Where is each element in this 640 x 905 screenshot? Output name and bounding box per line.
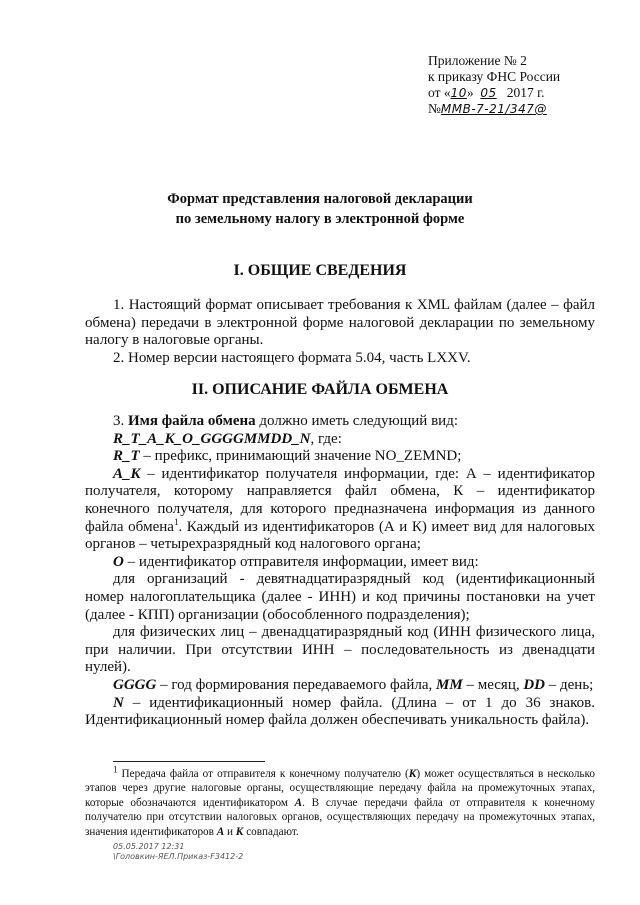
rt-definition: R_T – префикс, принимающий значение NO_ZEMND; xyxy=(113,448,462,465)
date-definition: GGGG – год формирования передаваемого файла, MM – месяц, DD – день; xyxy=(113,676,594,693)
handwritten-month: 05 xyxy=(480,86,497,100)
appendix-number: №ММВ-7-21/347@ xyxy=(428,101,547,116)
paragraph-1: 1. Настоящий формат описывает требования к XML файлам (далее – файл обмена) передачи в электронной форме налоговой декларации по земельному налогу в налоговые органы. xyxy=(85,297,595,349)
handwritten-order-number: ММВ-7-21/347@ xyxy=(440,102,547,116)
footnote: $^1$ Передача файла от отправителя к конечному получателю (К) может осуществляться в несколько этапов через другие налоговые органы, осуществляющие передачу файла на промежуточных этапах, которые обозначаются идентификатором А. В случае передачи файла от отправителя к конечному получателю при отсутствии налоговых органов, осуществляющих передачу на промежуточных этапах, значения идентификаторов А и К совпадают. xyxy=(85,764,596,838)
stamp-path: \Головкин-ЯЕЛ.Приказ-F3412-2 xyxy=(113,852,244,861)
ak-definition: A_K – идентификатор получателя информации, где: А – идентификатор получателя, которому направляется файл обмена, К – идентификатор конечного получателя, для которого предназначена информация из данного файла обмена$^1$. Каждый из идентификаторов (А и К) имеет вид для налоговых органов – четырехразрядный код налогового органа; xyxy=(85,465,595,553)
section-2-body xyxy=(85,413,595,730)
o-definition: O – идентификатор отправителя информации, имеет вид: xyxy=(113,553,479,570)
stamp-timestamp: 05.05.2017 12:31 xyxy=(113,842,185,851)
appendix-line-1: Приложение № 2 xyxy=(428,53,527,68)
section-2-heading: II. ОПИСАНИЕ ФАЙЛА ОБМЕНА xyxy=(191,381,449,398)
filename-pattern: R_T_A_K_O_GGGGMMDD_N, где: xyxy=(113,430,342,447)
print-stamp xyxy=(113,842,243,862)
footnote-marker: 1 xyxy=(113,764,118,775)
footnote-ref: 1 xyxy=(173,516,179,527)
appendix-line-2: к приказу ФНС России xyxy=(428,69,561,84)
phys-code-description: для физических лиц – двенадцатиразрядный код (ИНН физического лица, при наличии. При отсутствии ИНН – последовательность из двенадцати нулей). xyxy=(85,624,595,676)
appendix-date: от «10» 05 2017 г. xyxy=(428,85,545,100)
title-line-2: по земельному налогу в электронной форме xyxy=(175,211,465,227)
document-title xyxy=(0,189,640,229)
title-line-1: Формат представления налоговой декларации xyxy=(167,191,473,207)
n-definition: N – идентификационный номер файла. (Длина – от 1 до 36 знаков. Идентификационный номер файла должен обеспечивать уникальность файла). xyxy=(85,694,595,729)
handwritten-day: 10 xyxy=(450,86,467,100)
org-code-description: для организаций - девятнадцатиразрядный код (идентификационный номер налогоплательщика (далее - ИНН) и код причины постановки на учет (далее - КПП) организации (обособленного подразделения); xyxy=(85,571,595,623)
section-1-body xyxy=(85,297,595,367)
appendix-block xyxy=(428,53,560,117)
paragraph-3: 3. Имя файла обмена должно иметь следующий вид: xyxy=(113,413,458,429)
section-1-heading: I. ОБЩИЕ СВЕДЕНИЯ xyxy=(233,262,407,279)
paragraph-2: 2. Номер версии настоящего формата 5.04, часть LXXV. xyxy=(113,349,471,366)
footnote-divider xyxy=(113,761,265,762)
